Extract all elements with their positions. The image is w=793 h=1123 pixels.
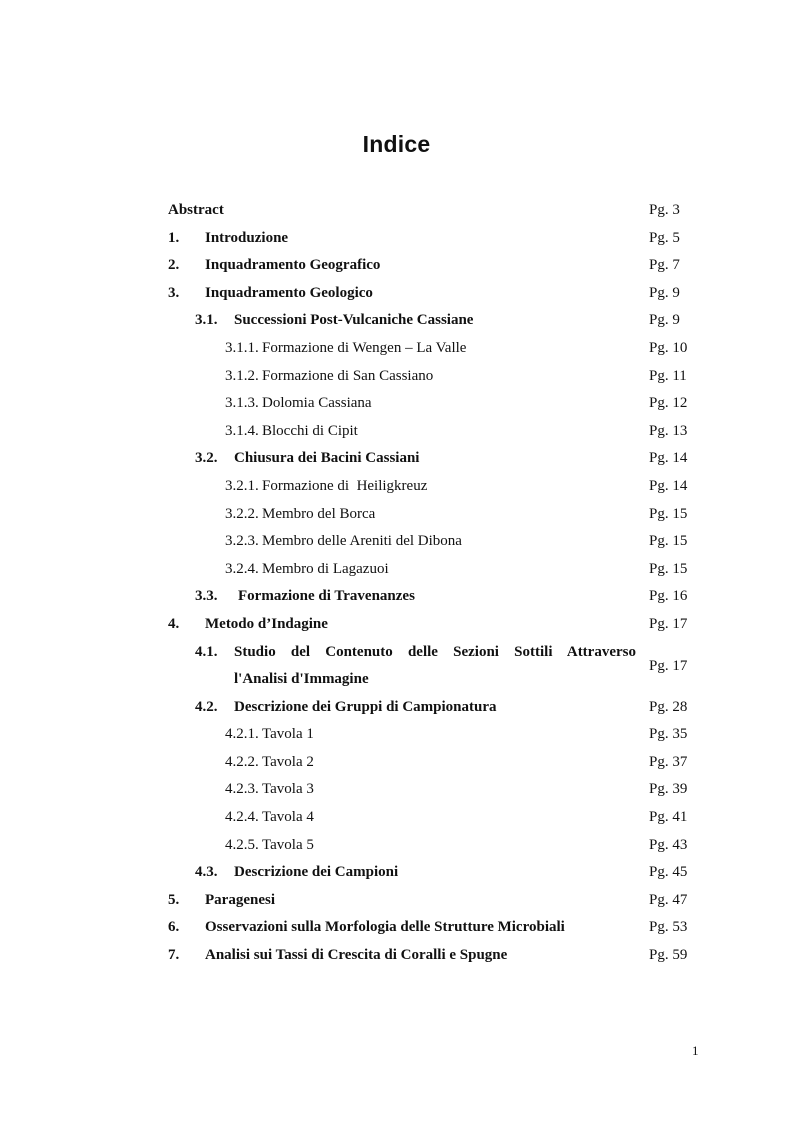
toc-entry-title: Inquadramento Geologico <box>205 284 373 301</box>
toc-entry-title: Introduzione <box>205 229 289 246</box>
toc-entry-number: 3.2.2. <box>225 505 259 522</box>
toc-entry-number: 4.2.3. <box>225 781 259 798</box>
toc-entry-subsection-4-2-2[interactable] <box>0 749 793 777</box>
toc-entry-title: Formazione di San Cassiano <box>262 367 434 384</box>
toc-entry-page: Pg. 17 <box>649 615 688 632</box>
toc-entry-page: Pg. 41 <box>649 809 688 826</box>
toc-entry-number: 3.2.1. <box>225 477 259 494</box>
toc-entry-title: Blocchi di Cipit <box>262 422 358 439</box>
toc-entry-number: 4.2.4. <box>225 809 259 826</box>
toc-entry-title: Inquadramento Geografico <box>205 257 381 274</box>
toc-entry-subsection-4-2-5[interactable] <box>0 832 793 860</box>
toc-entry-page: Pg. 47 <box>649 891 688 908</box>
toc-entry-number: 4. <box>168 615 180 632</box>
toc-entry-subsection-3-2-2[interactable] <box>0 501 793 529</box>
toc-entry-title: Membro del Borca <box>262 505 376 522</box>
toc-entry-title: Abstract <box>168 202 224 218</box>
toc-entry-number: 1. <box>168 229 180 246</box>
toc-entry-page: Pg. 12 <box>649 395 688 412</box>
table-of-contents <box>0 197 793 970</box>
toc-entry-section-3-2[interactable] <box>0 445 793 473</box>
toc-entry-number: 3.1. <box>195 312 218 329</box>
toc-entry-chapter-3[interactable] <box>0 280 793 308</box>
toc-entry-chapter-6[interactable] <box>0 914 793 942</box>
toc-entry-number: 3.1.4. <box>225 422 259 439</box>
toc-entry-title: Membro delle Areniti del Dibona <box>262 533 462 550</box>
toc-entry-chapter-5[interactable] <box>0 887 793 915</box>
toc-entry-page: Pg. 10 <box>649 339 688 356</box>
toc-entry-page: Pg. 15 <box>649 560 688 577</box>
toc-entry-page: Pg. 17 <box>649 657 688 674</box>
toc-entry-subsection-3-2-4[interactable] <box>0 556 793 584</box>
toc-entry-number: 3.1.3. <box>225 395 259 412</box>
toc-entry-title: Paragenesi <box>205 891 275 908</box>
toc-entry-page: Pg. 16 <box>649 588 688 605</box>
toc-entry-title: Tavola 4 <box>262 809 314 826</box>
toc-entry-title: Tavola 1 <box>262 726 314 743</box>
toc-entry-page: Pg. 45 <box>649 864 688 881</box>
toc-entry-page: Pg. 37 <box>649 753 688 770</box>
toc-entry-page: Pg. 9 <box>649 312 680 329</box>
toc-entry-chapter-4[interactable] <box>0 611 793 639</box>
toc-entry-number: 2. <box>168 257 180 274</box>
toc-entry-number: 3.2.4. <box>225 560 259 577</box>
toc-entry-subsection-3-2-1[interactable] <box>0 473 793 501</box>
toc-entry-number: 5. <box>168 891 180 908</box>
toc-entry-page: Pg. 59 <box>649 947 688 964</box>
toc-entry-title: Tavola 2 <box>262 753 314 770</box>
toc-entry-title: Formazione di Heiligkreuz <box>262 477 428 494</box>
toc-entry-page: Pg. 43 <box>649 836 688 853</box>
toc-entry-page: Pg. 39 <box>649 781 688 798</box>
toc-entry-page: Pg. 5 <box>649 229 680 246</box>
toc-entry-chapter-7[interactable] <box>0 942 793 970</box>
toc-entry-number: 4.2.1. <box>225 726 259 743</box>
toc-entry-chapter-2[interactable] <box>0 252 793 280</box>
toc-entry-section-3-3[interactable] <box>0 583 793 611</box>
toc-entry-title-line1: Studio del Contenuto delle Sezioni Sottili Attraverso <box>234 643 636 660</box>
toc-entry-subsection-3-1-3[interactable] <box>0 390 793 418</box>
toc-entry-page: Pg. 28 <box>649 698 688 715</box>
toc-entry-number: 4.1. <box>195 643 218 660</box>
toc-entry-number: 7. <box>168 947 180 964</box>
toc-entry-title-line2: l'Analisi d'Immagine <box>234 671 369 688</box>
toc-entry-title: Tavola 3 <box>262 781 314 798</box>
toc-entry-subsection-3-1-2[interactable] <box>0 363 793 391</box>
toc-entry-section-3-1[interactable] <box>0 307 793 335</box>
toc-entry-number: 3.2. <box>195 450 218 467</box>
toc-entry-subsection-4-2-1[interactable] <box>0 721 793 749</box>
page-number: 1 <box>692 1043 699 1058</box>
toc-entry-title <box>234 639 636 694</box>
toc-entry-number: 6. <box>168 919 180 936</box>
toc-entry-section-4-3[interactable] <box>0 859 793 887</box>
toc-entry-title: Analisi sui Tassi di Crescita di Coralli e Spugne <box>205 947 508 964</box>
toc-entry-subsection-3-1-4[interactable] <box>0 418 793 446</box>
toc-entry-title: Chiusura dei Bacini Cassiani <box>234 450 420 467</box>
toc-entry-number: 3.3. <box>195 588 218 605</box>
toc-entry-number: 3. <box>168 284 180 301</box>
toc-entry-number: 4.2.5. <box>225 836 259 853</box>
toc-entry-section-4-2[interactable] <box>0 694 793 722</box>
toc-entry-abstract[interactable] <box>0 197 793 225</box>
toc-entry-number: 3.2.3. <box>225 533 259 550</box>
toc-entry-title: Formazione di Travenanzes <box>238 588 415 605</box>
toc-entry-number: 3.1.1. <box>225 339 259 356</box>
toc-entry-page: Pg. 7 <box>649 257 680 274</box>
toc-entry-title: Successioni Post-Vulcaniche Cassiane <box>234 312 474 329</box>
toc-entry-title: Membro di Lagazuoi <box>262 560 389 577</box>
toc-entry-page: Pg. 14 <box>649 477 688 494</box>
toc-entry-number: 3.1.2. <box>225 367 259 384</box>
toc-entry-page: Pg. 13 <box>649 422 688 439</box>
toc-entry-page: Pg. 9 <box>649 284 680 301</box>
toc-entry-subsection-4-2-4[interactable] <box>0 804 793 832</box>
toc-entry-number: 4.3. <box>195 864 218 881</box>
toc-entry-number: 4.2.2. <box>225 753 259 770</box>
toc-entry-section-4-1[interactable] <box>0 639 793 694</box>
toc-entry-title: Descrizione dei Gruppi di Campionatura <box>234 698 497 715</box>
toc-entry-subsection-4-2-3[interactable] <box>0 776 793 804</box>
toc-entry-title: Tavola 5 <box>262 836 314 853</box>
toc-entry-page: Pg. 11 <box>649 367 687 384</box>
toc-entry-title: Descrizione dei Campioni <box>234 864 399 881</box>
page-title: Indice <box>362 131 431 157</box>
toc-entry-page: Pg. 3 <box>649 202 680 218</box>
toc-entry-chapter-1[interactable] <box>0 225 793 253</box>
toc-entry-page: Pg. 35 <box>649 726 688 743</box>
toc-entry-page: Pg. 53 <box>649 919 688 936</box>
toc-entry-page: Pg. 15 <box>649 505 688 522</box>
toc-entry-title: Dolomia Cassiana <box>262 395 372 412</box>
toc-entry-page: Pg. 15 <box>649 533 688 550</box>
toc-entry-subsection-3-1-1[interactable] <box>0 335 793 363</box>
toc-entry-subsection-3-2-3[interactable] <box>0 528 793 556</box>
toc-entry-page: Pg. 14 <box>649 450 688 467</box>
toc-entry-number: 4.2. <box>195 698 218 715</box>
toc-entry-title: Metodo d’Indagine <box>205 615 328 632</box>
toc-entry-title: Osservazioni sulla Morfologia delle Strutture Microbiali <box>205 919 565 936</box>
toc-entry-title: Formazione di Wengen – La Valle <box>262 339 467 356</box>
